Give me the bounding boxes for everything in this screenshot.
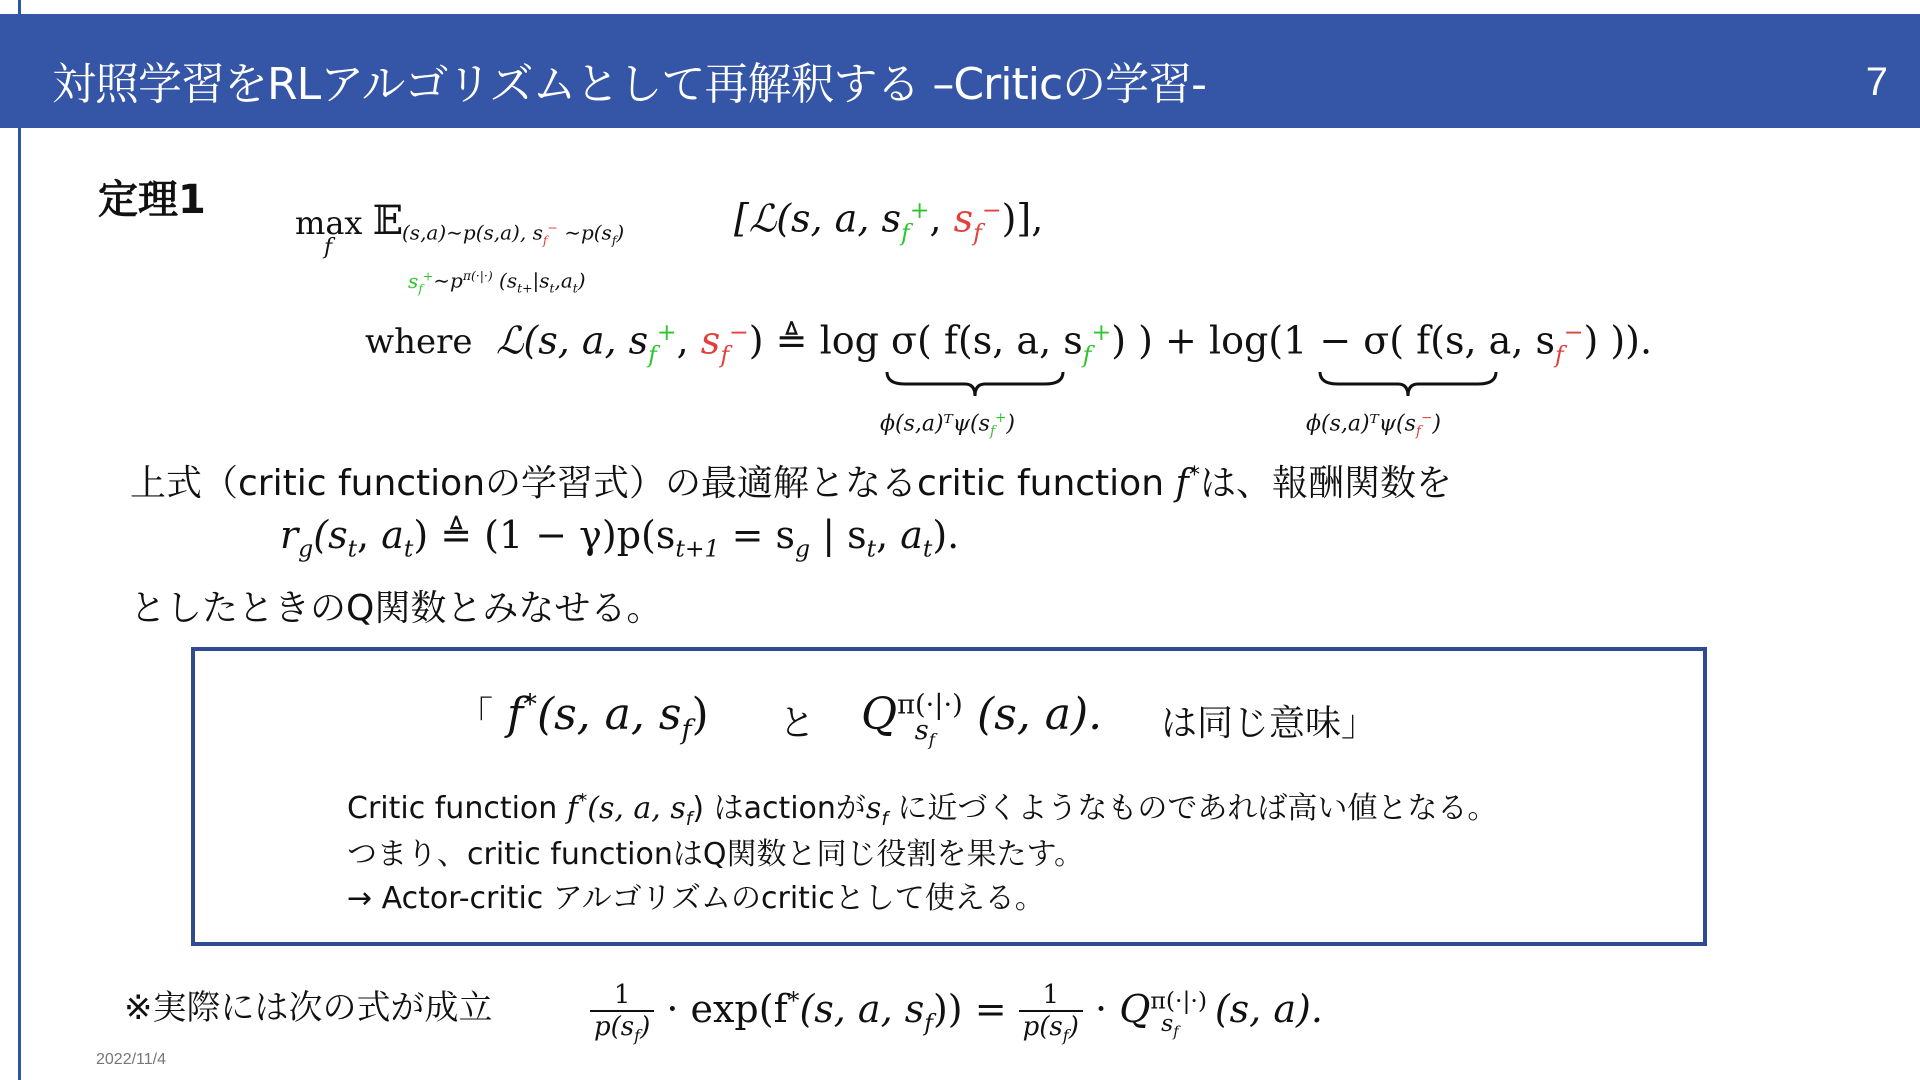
where-label: where bbox=[365, 322, 473, 362]
underbrace-negative bbox=[1318, 370, 1498, 400]
expl-line1-a: 上式（critic functionの学習式）の最適解となるcritic function bbox=[130, 463, 1165, 504]
exp-part: · exp(f bbox=[666, 987, 788, 1032]
max-subscript: f bbox=[324, 235, 333, 260]
brace-label-positive: $\phi(s,a)ᵀ\psi(s_f^+)$ bbox=[880, 410, 1015, 440]
footnote-equation: $\frac{1}{p(s_f)}$ · exp(f*(s, a, $s_f$)) = $\frac{1}{p(s_f)}$ · $Q^{\pi(\cdot|\cdot)}_{s_f}$ (s, a). bbox=[590, 980, 1323, 1045]
box-f-args: (s, a, s bbox=[536, 689, 682, 740]
def-end: ) )). bbox=[1583, 318, 1653, 363]
objective-max bbox=[295, 198, 403, 244]
reward-tail2: = s bbox=[719, 513, 796, 557]
explanation-line1: 上式（critic functionの学習式）の最適解となるcritic function f*は、報酬関数を bbox=[130, 462, 1452, 504]
box-open-quote: 「 bbox=[457, 695, 494, 736]
box-line2: つまり、critic functionはQ関数と同じ役割を果たす。 bbox=[347, 837, 1085, 872]
expl-fstar: f bbox=[1175, 463, 1189, 504]
brace1-text: ϕ(s,a)ᵀψ(s bbox=[880, 411, 990, 437]
objective-text: [ℒ(s, a, s bbox=[734, 196, 901, 241]
equivalence-box bbox=[191, 647, 1707, 946]
brace-label-negative: $\phi(s,a)ᵀ\psi(s_f^-)$ bbox=[1306, 410, 1441, 440]
slide-header bbox=[0, 14, 1920, 128]
page-number: 7 bbox=[1865, 60, 1888, 104]
box-line3: → Actor-critic アルゴリズムのcriticとして使える。 bbox=[347, 881, 1045, 916]
max-operator: max bbox=[295, 204, 363, 242]
reward-tail4: ). bbox=[932, 513, 960, 557]
reward-rest: (s bbox=[313, 513, 348, 557]
objective-loss: [ℒ(s, a, $s_f^+$, $s_f^-$)], bbox=[734, 196, 1044, 247]
fraction-left: $\frac{1}{p(s_f)}$ bbox=[590, 980, 654, 1045]
box-to: と bbox=[779, 703, 816, 744]
footnote-Q-args: (s, a). bbox=[1214, 987, 1323, 1032]
reward-r: r bbox=[280, 513, 299, 557]
expl-line1-b: は、報酬関数を bbox=[1199, 463, 1452, 504]
fraction-right: $\frac{1}{p(s_f)}$ bbox=[1019, 980, 1083, 1045]
box-f: f bbox=[507, 689, 524, 740]
expectation-subscript-line2: $s_f^+\sim p^{\pi(\cdot|\cdot)}$ $(s_{t+}|s_t,a_t)$ bbox=[408, 268, 586, 296]
sub-line1-b: ∼p(s bbox=[564, 220, 612, 245]
frac-right-num: 1 bbox=[1019, 980, 1083, 1012]
sub-line2-c: |s bbox=[532, 268, 550, 293]
box-line1-c: に近づくようなものであれば高い値となる。 bbox=[897, 791, 1498, 826]
brace2-text: ϕ(s,a)ᵀψ(s bbox=[1306, 411, 1416, 437]
expectation-subscript-line1: (s,a)∼p(s,a), $s_f^-$ $\sim p(s_f)$ bbox=[402, 220, 625, 248]
loss-definition: ℒ(s, a, $s_f^+$, $s_f^-$) ≜ log σ( f(s, a, $s_f^+$) ) + log(1 − σ( f(s, a, $s_f^-$) )). bbox=[496, 318, 1653, 369]
exp-args: (s, a, s bbox=[799, 987, 925, 1032]
reward-tail: ) ≜ (1 − γ)p(s bbox=[413, 513, 676, 557]
footnote-label: ※実際には次の式が成立 bbox=[124, 988, 493, 1028]
box-line1-args: (s, a, s bbox=[587, 791, 686, 826]
slide-title: 対照学習をRLアルゴリズムとして再解釈する –Criticの学習- bbox=[52, 59, 1207, 110]
sub-line2-a: ∼p bbox=[433, 268, 463, 293]
expectation-symbol: 𝔼 bbox=[372, 198, 404, 244]
dot-operator: · bbox=[1095, 987, 1108, 1032]
underbrace-positive bbox=[885, 370, 1065, 400]
frac-left-num: 1 bbox=[590, 980, 654, 1012]
frac-right-den: p(s bbox=[1022, 1012, 1063, 1042]
box-line1: Critic function f*(s, a, $s_f$) はactionが$s_f$ に近づくようなものであれば高い値となる。 bbox=[347, 791, 1498, 830]
box-line1-f: f bbox=[566, 791, 578, 826]
sub-line2-b: (s bbox=[499, 268, 518, 293]
slide-date: 2022/11/4 bbox=[96, 1051, 166, 1068]
box-line1-s: s bbox=[865, 791, 882, 826]
box-line1-a: Critic function bbox=[347, 791, 558, 826]
box-Q: $Q^{\pi(\cdot|\cdot)}_{s_f}$ (s, a). bbox=[861, 689, 1103, 750]
box-same-meaning: は同じ意味」 bbox=[1161, 703, 1378, 744]
eq-sign: )) = bbox=[932, 987, 1007, 1032]
box-fstar: f*(s, a, $s_f$) bbox=[507, 689, 709, 746]
def-mid: ) ≜ log σ( f(s, a, s bbox=[748, 318, 1083, 363]
box-Q-symbol: Q bbox=[861, 689, 898, 740]
footnote-Q: Q bbox=[1119, 987, 1151, 1032]
box-Q-args: (s, a). bbox=[977, 689, 1103, 740]
sub-line1-a: (s,a)∼p(s,a), s bbox=[402, 220, 543, 245]
reward-tail3: | s bbox=[810, 513, 867, 557]
frac-left-den: p(s bbox=[594, 1012, 635, 1042]
explanation-line3: としたときのQ関数とみなせる。 bbox=[130, 588, 663, 629]
def-mid2: ) ) + log(1 − σ( f(s, a, s bbox=[1111, 318, 1555, 363]
theorem-label: 定理1 bbox=[98, 177, 206, 223]
left-accent-rule bbox=[18, 0, 21, 1080]
box-line1-b: はactionが bbox=[713, 791, 866, 826]
def-head: ℒ(s, a, s bbox=[496, 318, 649, 363]
reward-definition: $r_g(s_t$, $a_t$) ≜ $(1 - \gamma)p(s_{t+1} = s_g$ | $s_t$, $a_t$). bbox=[280, 513, 960, 563]
